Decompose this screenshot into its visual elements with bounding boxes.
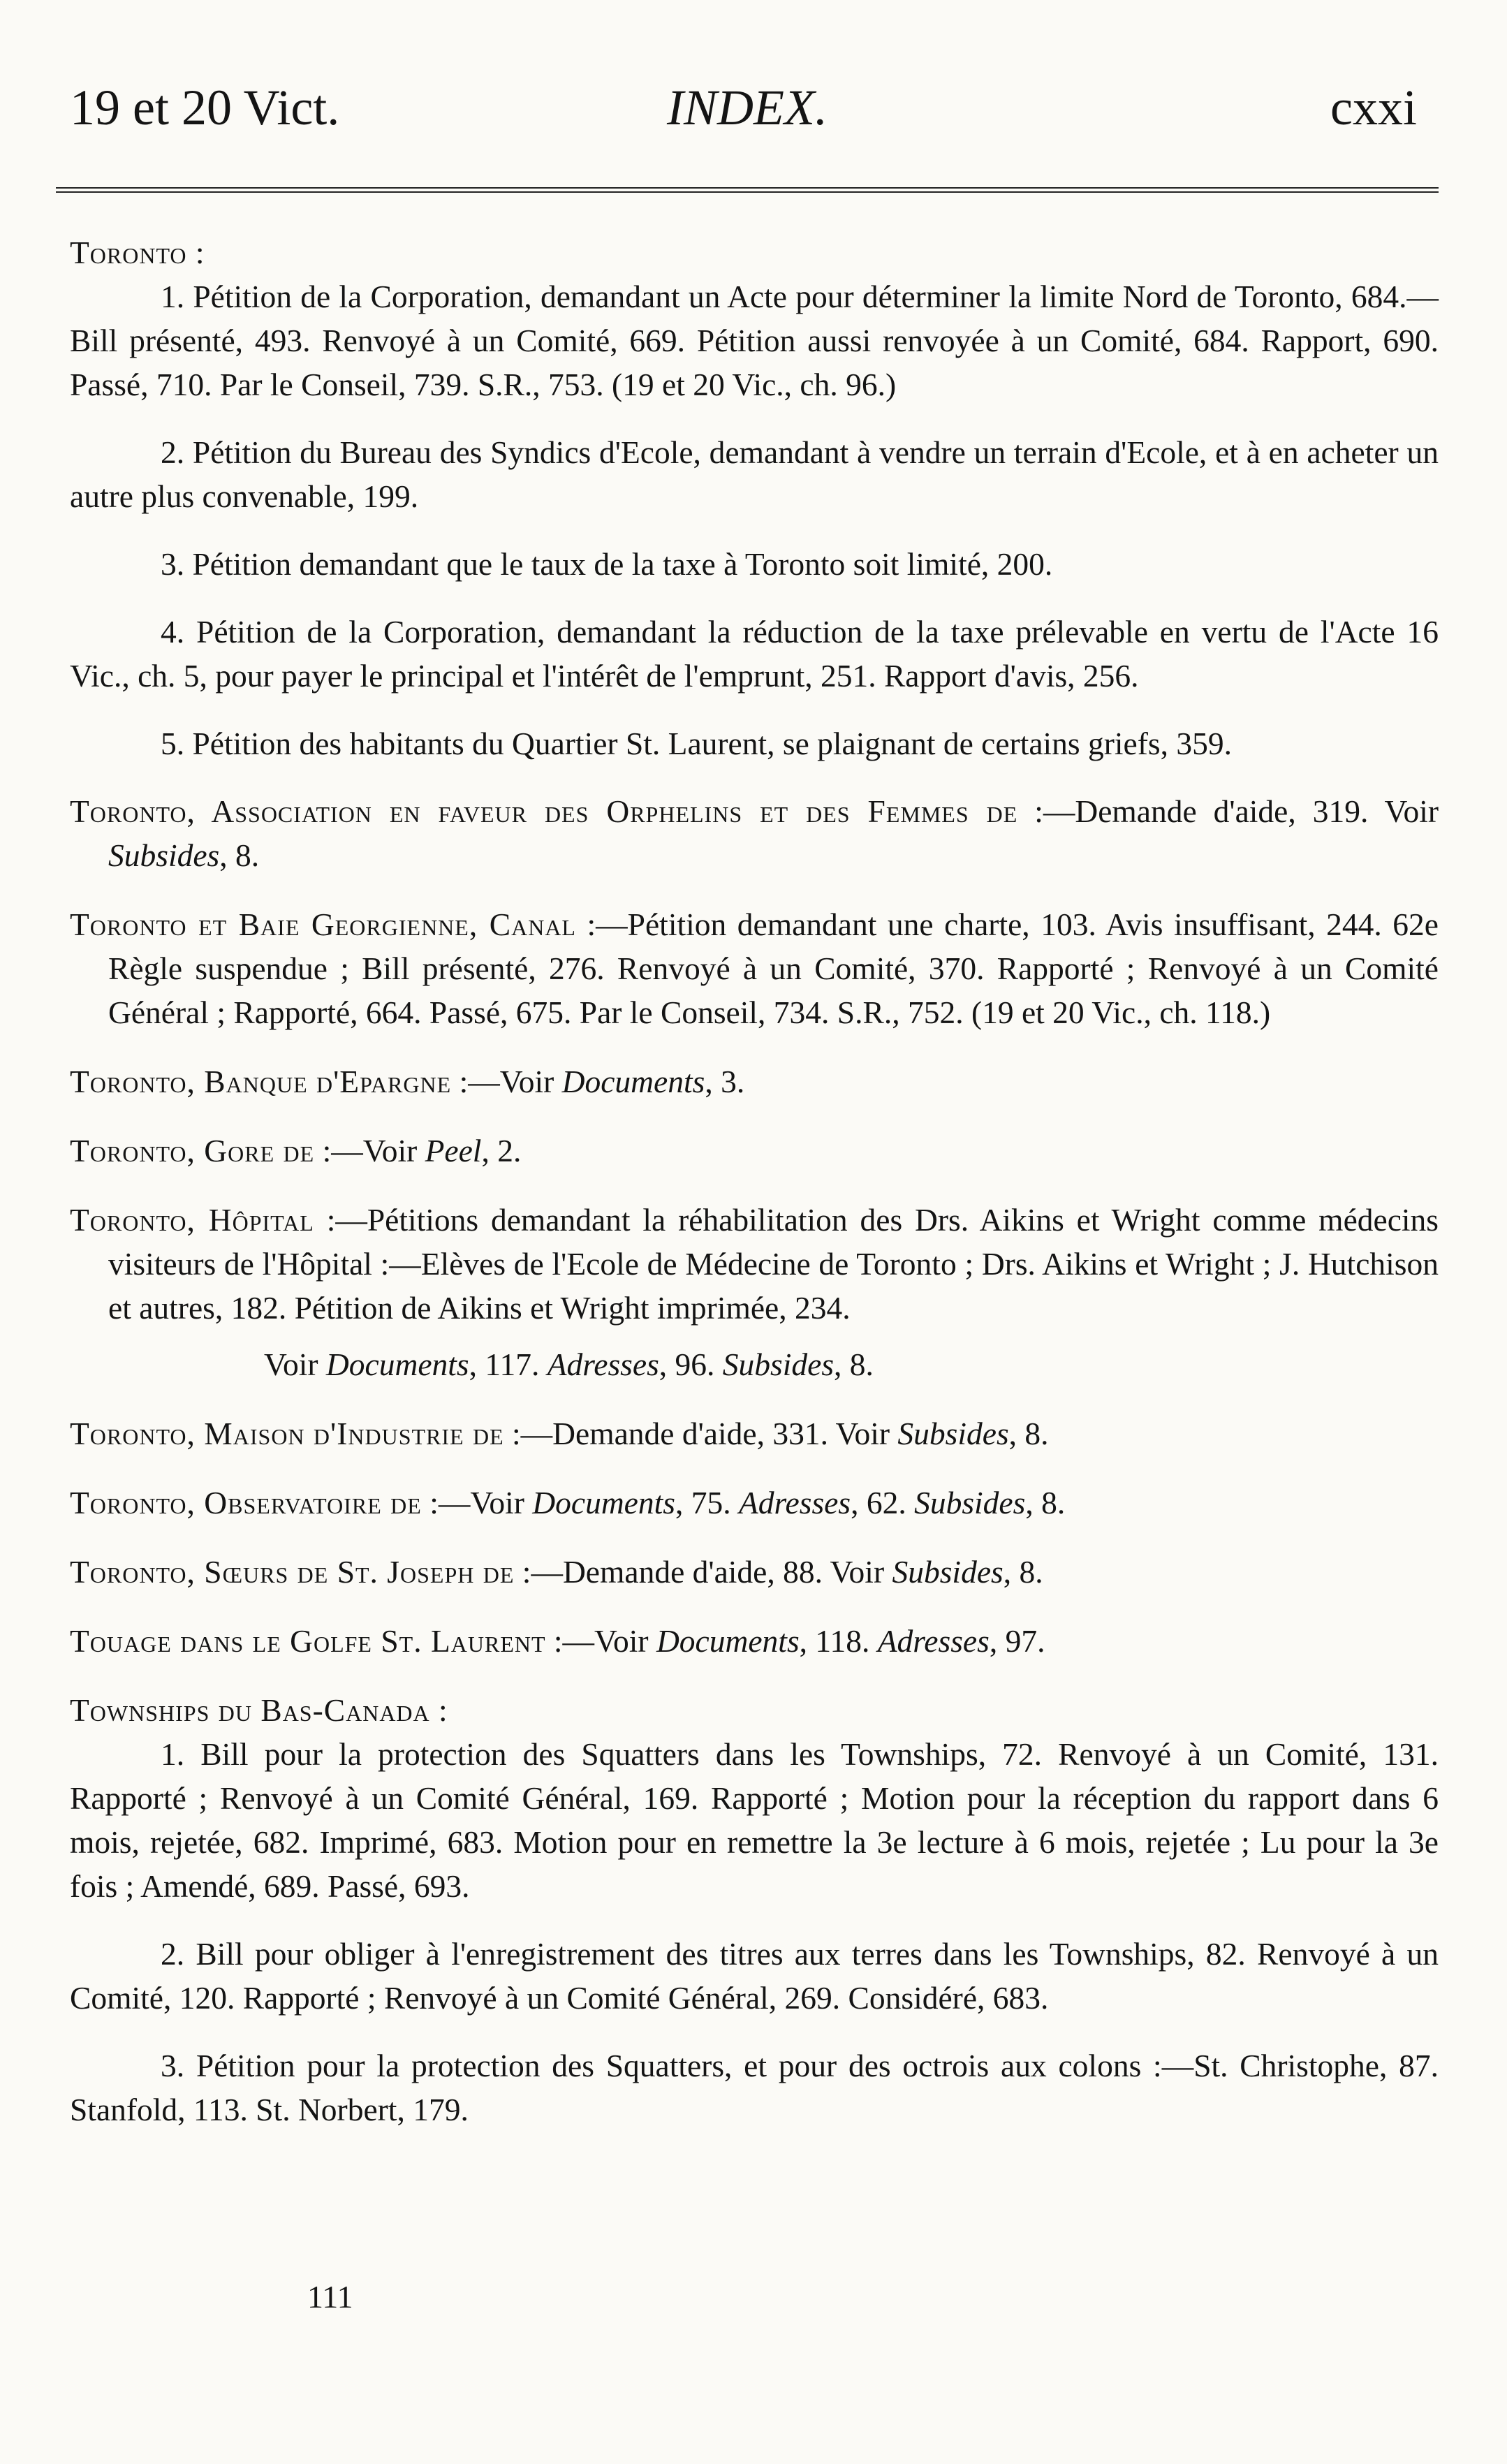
- entry-observatoire: Toronto, Observatoire de :—Voir Documents, 75. Adresses, 62. Subsides, 8.: [70, 1485, 1066, 1520]
- toronto-item-4: 4. Pétition de la Corporation, demandant la réduction de la taxe prélevable en vertu de l'Acte 16 Vic., ch. 5, pour payer le principal et l'intérêt de l'emprunt, 251. Rapport d'avis, 256.: [70, 614, 1439, 694]
- entry-orphelins: Toronto, Association en faveur des Orphelins et des Femmes de :—Demande d'aide, 319. Voir Subsides, 8.: [70, 793, 1439, 873]
- toronto-item-1: 1. Pétition de la Corporation, demandant un Acte pour déterminer la limite Nord de Toronto, 684.—Bill présenté, 493. Renvoyé à un Comité, 669. Pétition aussi renvoyée à un Comité, 684. Rapport, 690. Passé, 710. Par le Conseil, 739. S.R., 753. (19 et 20 Vic., ch. 96.): [70, 279, 1439, 402]
- page-number: cxxi: [1330, 80, 1417, 135]
- entry-soeurs: Toronto, Sœurs de St. Joseph de :—Demande d'aide, 88. Voir Subsides, 8.: [70, 1554, 1043, 1590]
- entry-heading-townships: Townships du Bas-Canada :: [70, 1692, 448, 1728]
- entry-maison-industrie: Toronto, Maison d'Industrie de :—Demande d'aide, 331. Voir Subsides, 8.: [70, 1416, 1049, 1451]
- townships-item-3: 3. Pétition pour la protection des Squatters, et pour des octrois aux colons :—St. Christophe, 87. Stanfold, 113. St. Norbert, 179.: [70, 2048, 1439, 2127]
- entry-touage: Touage dans le Golfe St. Laurent :—Voir Documents, 118. Adresses, 97.: [70, 1623, 1045, 1659]
- townships-item-2: 2. Bill pour obliger à l'enregistrement des titres aux terres dans les Townships, 82. Renvoyé à un Comité, 120. Rapporté ; Renvoyé à un Comité Général, 269. Considéré, 683.: [70, 1936, 1439, 2016]
- entry-heading-toronto: Toronto :: [70, 235, 205, 270]
- entry-hopital-voir: Voir Documents, 117. Adresses, 96. Subsides, 8.: [264, 1347, 874, 1382]
- running-header-title: INDEX.: [667, 80, 828, 135]
- header-rule: [56, 187, 1439, 193]
- entry-hopital: Toronto, Hôpital :—Pétitions demandant la réhabilitation des Drs. Aikins et Wright comme médecins visiteurs de l'Hôpital :—Elèves de l'Ecole de Médecine de Toronto ; Drs. Aikins et Wright ; J. Hutchison et autres, 182. Pétition de Aikins et Wright imprimée, 234.: [70, 1202, 1439, 1326]
- toronto-item-3: 3. Pétition demandant que le taux de la taxe à Toronto soit limité, 200.: [161, 546, 1053, 582]
- entry-canal: Toronto et Baie Georgienne, Canal :—Pétition demandant une charte, 103. Avis insuffisant, 244. 62e Règle suspendue ; Bill présenté, 276. Renvoyé à un Comité, 370. Rapporté ; Renvoyé à un Comité Général ; Rapporté, 664. Passé, 675. Par le Conseil, 734. S.R., 752. (19 et 20 Vic., ch. 118.): [70, 907, 1439, 1030]
- toronto-item-2: 2. Pétition du Bureau des Syndics d'Ecole, demandant à vendre un terrain d'Ecole, et à en acheter un autre plus convenable, 199.: [70, 434, 1439, 514]
- running-header-session: 19 et 20 Vict.: [70, 80, 340, 135]
- signature-mark: 111: [307, 2279, 353, 2315]
- entry-banque: Toronto, Banque d'Epargne :—Voir Documents, 3.: [70, 1064, 745, 1099]
- index-body: [70, 230, 1439, 2132]
- townships-item-1: 1. Bill pour la protection des Squatters dans les Townships, 72. Renvoyé à un Comité, 131. Rapporté ; Renvoyé à un Comité Général, 169. Rapporté ; Motion pour la réception du rapport dans 6 mois, rejetée, 682. Imprimé, 683. Motion pour en remettre la 3e lecture à 6 mois, rejetée ; Lu pour la 3e fois ; Amendé, 689. Passé, 693.: [70, 1736, 1439, 1904]
- entry-gore: Toronto, Gore de :—Voir Peel, 2.: [70, 1133, 522, 1168]
- toronto-item-5: 5. Pétition des habitants du Quartier St. Laurent, se plaignant de certains griefs, 359.: [161, 726, 1232, 761]
